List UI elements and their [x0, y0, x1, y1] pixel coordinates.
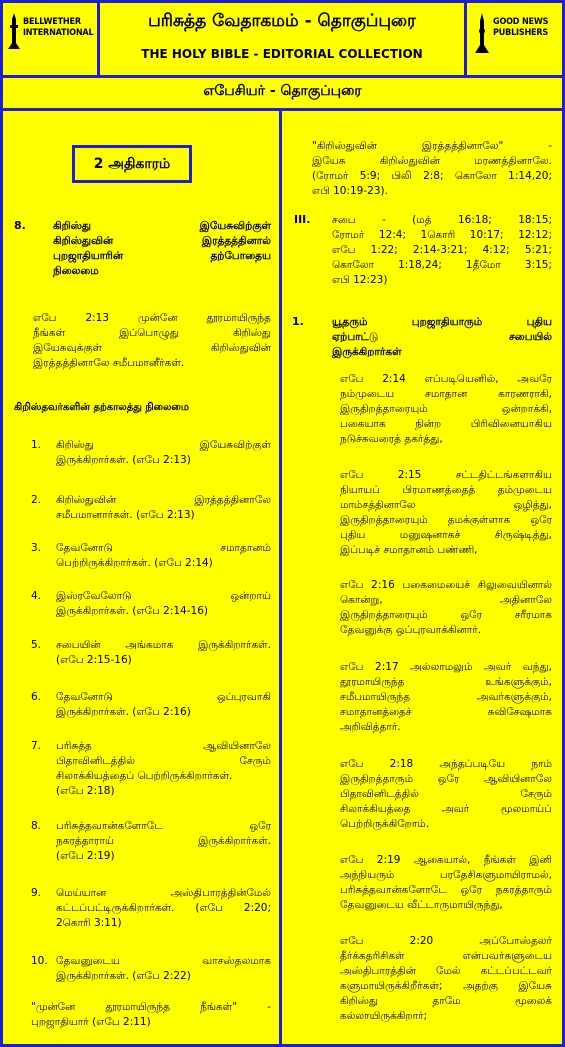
verse-line: தீர்க்கதரிசிகள் என்பவர்களுடைய	[340, 950, 552, 962]
verse-line: எபே 2:16 பகைமையைச் சிலுவையினால்	[340, 579, 552, 591]
verse-line: எபே 2:20 அப்போஸ்தலர்	[340, 935, 552, 947]
logo-right-line1: GOOD NEWS	[493, 17, 549, 27]
right-column	[282, 111, 562, 1044]
list-item-line: சிலாக்கியத்தைப் பெற்றிருக்கிறார்கள்.	[56, 770, 233, 782]
continuation-line: எபி 10:19-23).	[312, 185, 388, 197]
verse-line: பரிசுத்தவான்களோடே ஒரே நகரத்தாரும்	[340, 884, 552, 896]
verse-line: எபே 2:15 சட்டதிட்டங்களாகிய	[340, 469, 552, 481]
list-item-number: 3.	[31, 542, 42, 554]
section-title-line: நிலைமை	[53, 265, 99, 277]
section-line: எபே 1:22; 2:14-3:21; 4:12; 5:21;	[332, 244, 552, 256]
list-item-number: 5.	[31, 639, 42, 651]
verse-line: நியாயப் பிரமாணத்தைத் தம்முடைய	[340, 484, 552, 496]
continuation-line: இயேசு கிறிஸ்துவின் மரணத்தினாலே.	[312, 155, 552, 167]
list-item-line: (எபே 2:15-16)	[56, 654, 132, 666]
continuation-line: (ரோமர் 5:9; பிலி 2:8; கொலோ 1:14,20;	[312, 170, 552, 182]
chapter-badge: 2 அதிகாரம்	[72, 145, 192, 183]
list-item-line: தேவனோடு ஒப்புரவாகி	[56, 691, 271, 703]
list-item-line: கிறிஸ்து இயேசுவிற்குள்	[56, 439, 271, 451]
intro-line: இயேசுவுக்குள் கிறிஸ்துவின்	[33, 342, 271, 354]
verse-line: இருதிறத்தாரையும் ஒன்றாக்கி,	[340, 403, 552, 415]
book-title-bar	[3, 78, 562, 108]
header-title-tamil: பரிசுத்த வேதாகமம் - தொகுப்புரை	[148, 11, 416, 31]
section-title-line: புறஜாதியாரின் தற்போதைய	[53, 250, 271, 262]
closing-line: புறஜாதியார் (எபே 2:11)	[31, 1016, 151, 1028]
list-item-number: 1.	[31, 439, 42, 451]
verse-line: அஸ்திபாரத்தின் மேல் கட்டப்பட்டவர்	[340, 965, 552, 977]
verse-line: மாம்சத்தினாலே ஒழித்து,	[340, 499, 552, 511]
verse-line: கல்லாயிருக்கிறார்;	[340, 1010, 428, 1022]
list-item-line: பிதாவினிடத்தில் சேரும்	[56, 755, 271, 767]
list-item-number: 9.	[31, 887, 42, 899]
list-item-line: பரிசுத்த ஆவியினாலே	[56, 740, 271, 752]
section-line: சபை - (மத் 16:18; 18:15;	[332, 214, 552, 226]
list-item-line: தேவனுடைய வாசஸ்தலமாக	[56, 955, 271, 967]
verse-line: தேவனுடைய வீட்டாருமாயிருந்து,	[340, 899, 503, 911]
logo-left-line1: BELLWETHER	[23, 17, 81, 27]
list-item-line: பரிசுத்தவான்களோடே ஒரே	[56, 820, 271, 832]
continuation-line: "கிறிஸ்துவின் இரத்தத்தினாலே" -	[312, 140, 552, 152]
header-right-logo-panel	[467, 3, 562, 75]
verse-line: பெற்றிருக்கிறோம்.	[340, 818, 430, 830]
header-title-english: THE HOLY BIBLE - EDITORIAL COLLECTION	[141, 47, 423, 61]
verse-line: எபே 2:14 எப்படியெனில், அவரே	[340, 373, 552, 385]
closing-line: "முன்னே தூரமாயிருந்த நீங்கள்" -	[31, 1001, 271, 1013]
verse-line: கிறிஸ்து தாமே மூலைக்	[340, 995, 552, 1007]
verse-line: அந்நியரும் பரதேசிகளுமாயிராமல்,	[340, 869, 552, 881]
list-item-number: 6.	[31, 691, 42, 703]
list-item-line: கிறிஸ்துவின் இரத்தத்தினாலே	[56, 494, 271, 506]
trumpet-icon	[473, 13, 491, 53]
point-title-line: யூதரும் புறஜாதியாரும் புதிய	[332, 316, 552, 328]
verse-line: தூரமாயிருந்த உங்களுக்கும்,	[340, 676, 552, 688]
section-title-line: கிறிஸ்து இயேசுவிற்குள்	[53, 220, 271, 232]
verse-line: இப்படிச் சமாதானம் பண்ணி,	[340, 544, 478, 556]
list-item-number: 7.	[31, 740, 42, 752]
list-item-line: இருக்கிறார்கள். (எபே 2:14-16)	[56, 605, 208, 617]
list-item-line: சமீபமானார்கள். (எபே 2:13)	[56, 509, 195, 521]
verse-line: நடுச்சுவரைத் தகர்த்து,	[340, 433, 443, 445]
publisher-logo-left	[23, 17, 93, 39]
verse-line: புதிய மனுஷனாகச் சிருஷ்டித்து,	[340, 529, 552, 541]
header-title-panel	[100, 3, 464, 75]
section-number: 8.	[14, 219, 26, 232]
verse-line: சமீபமாயிருந்த அவர்களுக்கும்,	[340, 691, 552, 703]
intro-line: இரத்தத்தினாலே சமீபமானீர்கள்.	[33, 357, 185, 369]
logo-right-line2: PUBLISHERS	[493, 28, 549, 38]
verse-line: இருதிறத்தாரும் ஒரே ஆவியினாலே	[340, 773, 552, 785]
list-item-line: 2கொரி 3:11)	[56, 917, 122, 929]
publisher-logo-right	[493, 17, 548, 39]
logo-left-line2: INTERNATIONAL	[23, 28, 94, 38]
verse-line: எபே 2:19 ஆகையால், நீங்கள் இனி	[340, 854, 552, 866]
verse-line: பகையாக நின்ற பிரிவினையாகிய	[340, 418, 552, 430]
verse-line: பிதாவினிடத்தில் சேரும்	[340, 788, 552, 800]
list-item-line: மெய்யான அஸ்திபாரத்தின்மேல்	[56, 887, 271, 899]
section-line: ரோமர் 12:4; 1கொரி 10:17; 12:12;	[332, 229, 552, 241]
intro-line: எபே 2:13 முன்னே தூரமாயிருந்த	[33, 312, 271, 324]
list-item-line: இருக்கிறார்கள். (எபே 2:22)	[56, 970, 191, 982]
subheading: கிறிஸ்தவர்களின் தற்காலத்து நிலைமை	[14, 402, 189, 413]
verse-line: சிலாக்கியத்தை அவர் மூலமாய்ப்	[340, 803, 552, 815]
verse-line: எபே 2:18 அந்தப்படியே நாம்	[340, 758, 552, 770]
point-title-line: ஏற்பாட்டு சபையில்	[332, 331, 552, 343]
list-item-line: கட்டப்பட்டிருக்கிறார்கள். (எபே 2:20;	[56, 902, 271, 914]
list-item-line: இருக்கிறார்கள். (எபே 2:16)	[56, 706, 191, 718]
list-item-line: பெற்றிருக்கிறார்கள். (எபே 2:14)	[56, 557, 213, 569]
verse-line: அறிவித்தார்.	[340, 721, 401, 733]
left-column	[3, 111, 279, 1044]
list-item-number: 8.	[31, 820, 42, 832]
section-line: கொலோ 1:18,24; 1தீமோ 3:15;	[332, 259, 552, 271]
list-item-number: 2.	[31, 494, 42, 506]
book-title: எபேசியர் - தொகுப்புரை	[203, 83, 362, 99]
verse-line: கொன்று, அதினாலே	[340, 594, 552, 606]
intro-line: நீங்கள் இப்பொழுது கிறிஸ்து	[33, 327, 271, 339]
verse-line: நம்முடைய சமாதான காரணராகி,	[340, 388, 552, 400]
section-title-line: கிறிஸ்துவின் இரத்தத்தினால்	[53, 235, 271, 247]
verse-line: எபே 2:17 அல்லாமலும் அவர் வந்து,	[340, 661, 552, 673]
roman-section-number: III.	[294, 213, 311, 226]
list-item-number: 10.	[31, 955, 48, 967]
bell-tower-icon	[7, 13, 21, 49]
list-item-line: (எபே 2:19)	[56, 850, 115, 862]
list-item-line: இருக்கிறார்கள். (எபே 2:13)	[56, 454, 191, 466]
verse-line: தேவனுக்கு ஒப்புரவாக்கினார்.	[340, 624, 482, 636]
verse-line: இருதிறத்தாரையும் தமக்குள்ளாக ஒரே	[340, 514, 552, 526]
list-item-line: (எபே 2:18)	[56, 785, 115, 797]
verse-line: இருதிறத்தாரையும் ஒரே சரீரமாக	[340, 609, 552, 621]
point-title-line: இருக்கிறார்கள்	[332, 346, 402, 358]
point-number: 1.	[292, 315, 304, 328]
list-item-line: சபையின் அங்கமாக இருக்கிறார்கள்.	[56, 639, 271, 651]
list-item-line: இஸ்ரவேலோடு ஒன்றாய்	[56, 590, 271, 602]
verse-line: களுமாயிருக்கிறீர்கள்; அதற்கு இயேசு	[340, 980, 552, 992]
list-item-number: 4.	[31, 590, 42, 602]
verse-line: சமாதானத்தைச் சுவிசேஷமாக	[340, 706, 552, 718]
list-item-line: நகரத்தாராய் இருக்கிறார்கள்.	[56, 835, 271, 847]
section-line: எபி 12:23)	[332, 274, 388, 286]
header-left-logo-panel	[3, 3, 97, 75]
list-item-line: தேவனோடு சமாதானம்	[56, 542, 271, 554]
